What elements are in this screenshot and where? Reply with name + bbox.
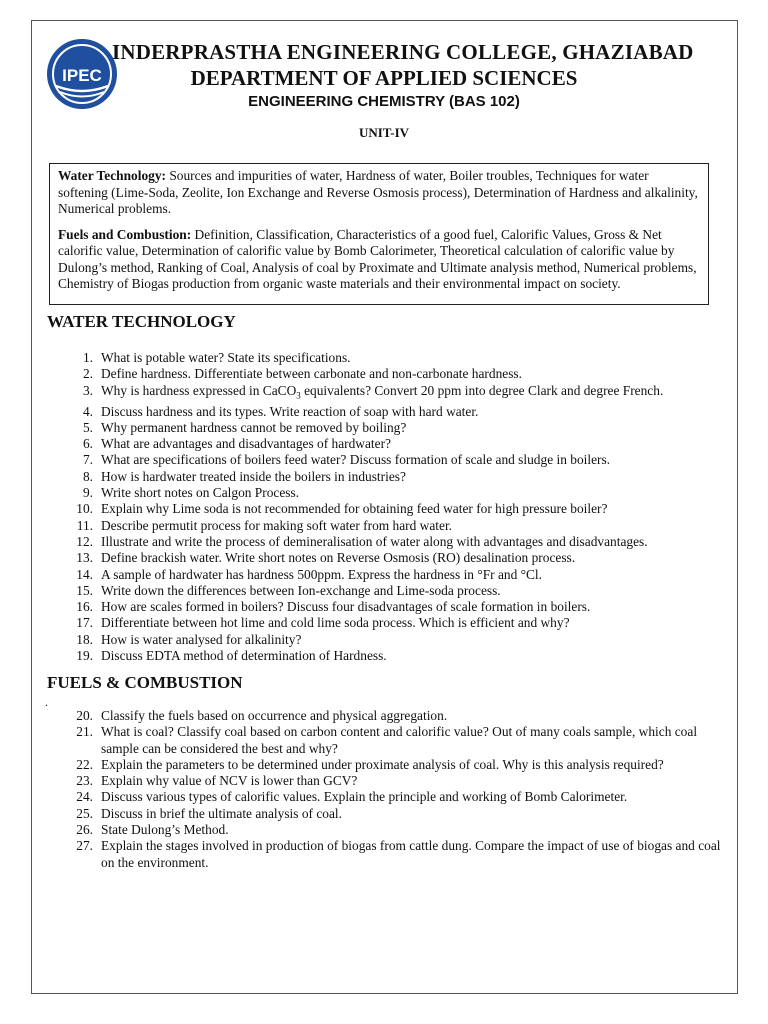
college-name: INDERPRASTHA ENGINEERING COLLEGE, GHAZIABAD [112, 40, 694, 64]
question-text: Discuss EDTA method of determination of Hardness. [101, 648, 387, 664]
fuels-section-heading: FUELS & COMBUSTION [47, 673, 243, 692]
question-number: 26. [76, 822, 93, 838]
question-number: 13. [76, 550, 93, 566]
question-item [60, 599, 730, 615]
question-text: What is potable water? State its specifications. [101, 350, 351, 365]
question-text: Explain the stages involved in production of biogas from cattle dung. Compare the impact of use of biogas and coal on the environment. [101, 838, 721, 870]
question-text: Describe permutit process for making soft water from hard water. [101, 517, 453, 533]
question-item [60, 383, 730, 404]
question-item [60, 708, 730, 724]
question-text: Explain why Lime soda is not recommended for obtaining feed water for high pressure boiler? [101, 501, 608, 517]
question-item [60, 789, 730, 805]
question-number: 8. [82, 468, 93, 484]
subscript: 3 [296, 390, 301, 401]
question-item [60, 534, 730, 550]
question-item [60, 773, 730, 789]
question-number: 22. [76, 756, 93, 772]
question-item [60, 724, 730, 757]
question-item [60, 806, 730, 822]
question-number: 23. [76, 773, 93, 789]
question-item [60, 615, 730, 631]
question-text: How is water analysed for alkalinity? [101, 631, 302, 647]
question-number: 19. [76, 648, 93, 664]
question-text: Differentiate between hot lime and cold lime soda process. Which is efficient and why? [101, 615, 570, 631]
stray-mark: . [45, 695, 48, 709]
question-text: Discuss various types of calorific values. Explain the principle and working of Bomb Calorimeter. [101, 789, 628, 805]
question-number: 24. [76, 789, 93, 805]
question-number: 16. [76, 599, 93, 615]
question-item [60, 452, 730, 468]
question-item [60, 648, 730, 664]
syllabus-fuels-text: Definition, Classification, Characteristics of a good fuel, Calorific Values, Gross & Net calorific value, Determination of calorific value by Bomb Calorimeter, Theoretical calculation of calorific value by Dulong’s method, Ranking of Coal, Analysis of coal by Proximate and Ultimate analysis method, Numerical problems, Chemistry of Biogas production from organic waste materials and their environmental impact on society. [58, 226, 697, 291]
question-item [60, 838, 730, 871]
question-number: 14. [76, 566, 93, 582]
question-text: State Dulong’s Method. [101, 822, 229, 838]
question-number: 4. [82, 403, 93, 419]
question-number: 1. [82, 350, 93, 365]
question-item [60, 518, 730, 534]
question-text: Define brackish water. Write short notes on Reverse Osmosis (RO) desalination process. [101, 550, 576, 566]
question-number: 21. [76, 724, 93, 740]
question-number: 10. [76, 501, 93, 517]
question-text: What are advantages and disadvantages of hardwater? [101, 436, 391, 452]
question-text: Write down the differences between Ion-exchange and Lime-soda process. [101, 582, 501, 598]
question-number: 2. [82, 366, 93, 382]
water-question-list [60, 350, 730, 664]
question-text: How is hardwater treated inside the boilers in industries? [101, 468, 406, 484]
question-text-part: Why is hardness expressed in CaCO [101, 382, 297, 398]
question-text: Define hardness. Differentiate between carbonate and non-carbonate hardness. [101, 366, 522, 382]
question-text: Discuss hardness and its types. Write reaction of soap with hard water. [101, 403, 479, 419]
question-number: 3. [82, 382, 93, 398]
department-name: DEPARTMENT OF APPLIED SCIENCES [190, 66, 578, 90]
question-item [60, 757, 730, 773]
question-number: 20. [76, 708, 93, 723]
question-text: Explain why value of NCV is lower than GCV? [101, 773, 358, 789]
question-number: 17. [76, 615, 93, 631]
question-number: 18. [76, 631, 93, 647]
logo-text: IPEC [62, 66, 102, 85]
question-text: A sample of hardwater has hardness 500ppm. Express the hardness in °Fr and °Cl. [101, 566, 542, 582]
question-text: What is coal? Classify coal based on carbon content and calorific value? Out of many coals sample, which coal sample can be considered the best and why? [101, 724, 698, 756]
question-text: What are specifications of boilers feed water? Discuss formation of scale and sludge in boilers. [101, 452, 611, 468]
syllabus-box [49, 163, 709, 305]
question-text: Illustrate and write the process of demineralisation of water along with advantages and disadvantages. [101, 533, 648, 549]
question-number: 9. [82, 485, 93, 501]
fuels-question-list [60, 708, 730, 871]
question-number: 7. [82, 452, 93, 468]
syllabus-water-label: Water Technology: [58, 168, 166, 183]
question-text: Discuss in brief the ultimate analysis of coal. [101, 805, 342, 821]
question-item [60, 822, 730, 838]
syllabus-fuels-label: Fuels and Combustion: [58, 226, 192, 242]
question-number: 5. [82, 419, 93, 435]
question-item [60, 632, 730, 648]
question-text: Write short notes on Calgon Process. [101, 485, 300, 501]
question-number: 6. [82, 436, 93, 452]
question-number: 11. [76, 517, 93, 533]
question-item [60, 350, 730, 366]
question-text-part: equivalents? Convert 20 ppm into degree Clark and degree French. [300, 382, 664, 398]
question-item [60, 469, 730, 485]
course-title: ENGINEERING CHEMISTRY (BAS 102) [248, 93, 520, 110]
question-text: Classify the fuels based on occurrence and physical aggregation. [101, 708, 448, 723]
syllabus-fuels [58, 227, 700, 293]
question-item [60, 404, 730, 420]
question-item [60, 366, 730, 382]
question-text [93, 383, 730, 404]
question-item [60, 436, 730, 452]
question-number: 27. [76, 838, 93, 854]
question-number: 12. [76, 533, 93, 549]
question-item [60, 485, 730, 501]
unit-title: UNIT-IV [358, 125, 410, 140]
question-item [60, 420, 730, 436]
question-number: 25. [76, 805, 93, 821]
water-section-heading: WATER TECHNOLOGY [47, 312, 236, 331]
question-text: Explain the parameters to be determined under proximate analysis of coal. Why is this analysis required? [101, 756, 664, 772]
question-item [60, 550, 730, 566]
question-item [60, 583, 730, 599]
question-text: How are scales formed in boilers? Discuss four disadvantages of scale formation in boilers. [101, 599, 591, 615]
syllabus-water-text: Sources and impurities of water, Hardness of water, Boiler troubles, Techniques for water softening (Lime-Soda, Zeolite, Ion Exchange and Reverse Osmosis process), Determination of Hardness and alkalinity, Numerical problems. [58, 168, 698, 216]
syllabus-water [58, 168, 700, 218]
question-text: Why permanent hardness cannot be removed by boiling? [101, 419, 407, 435]
question-number: 15. [76, 582, 93, 598]
question-item [60, 501, 730, 517]
question-item [60, 567, 730, 583]
